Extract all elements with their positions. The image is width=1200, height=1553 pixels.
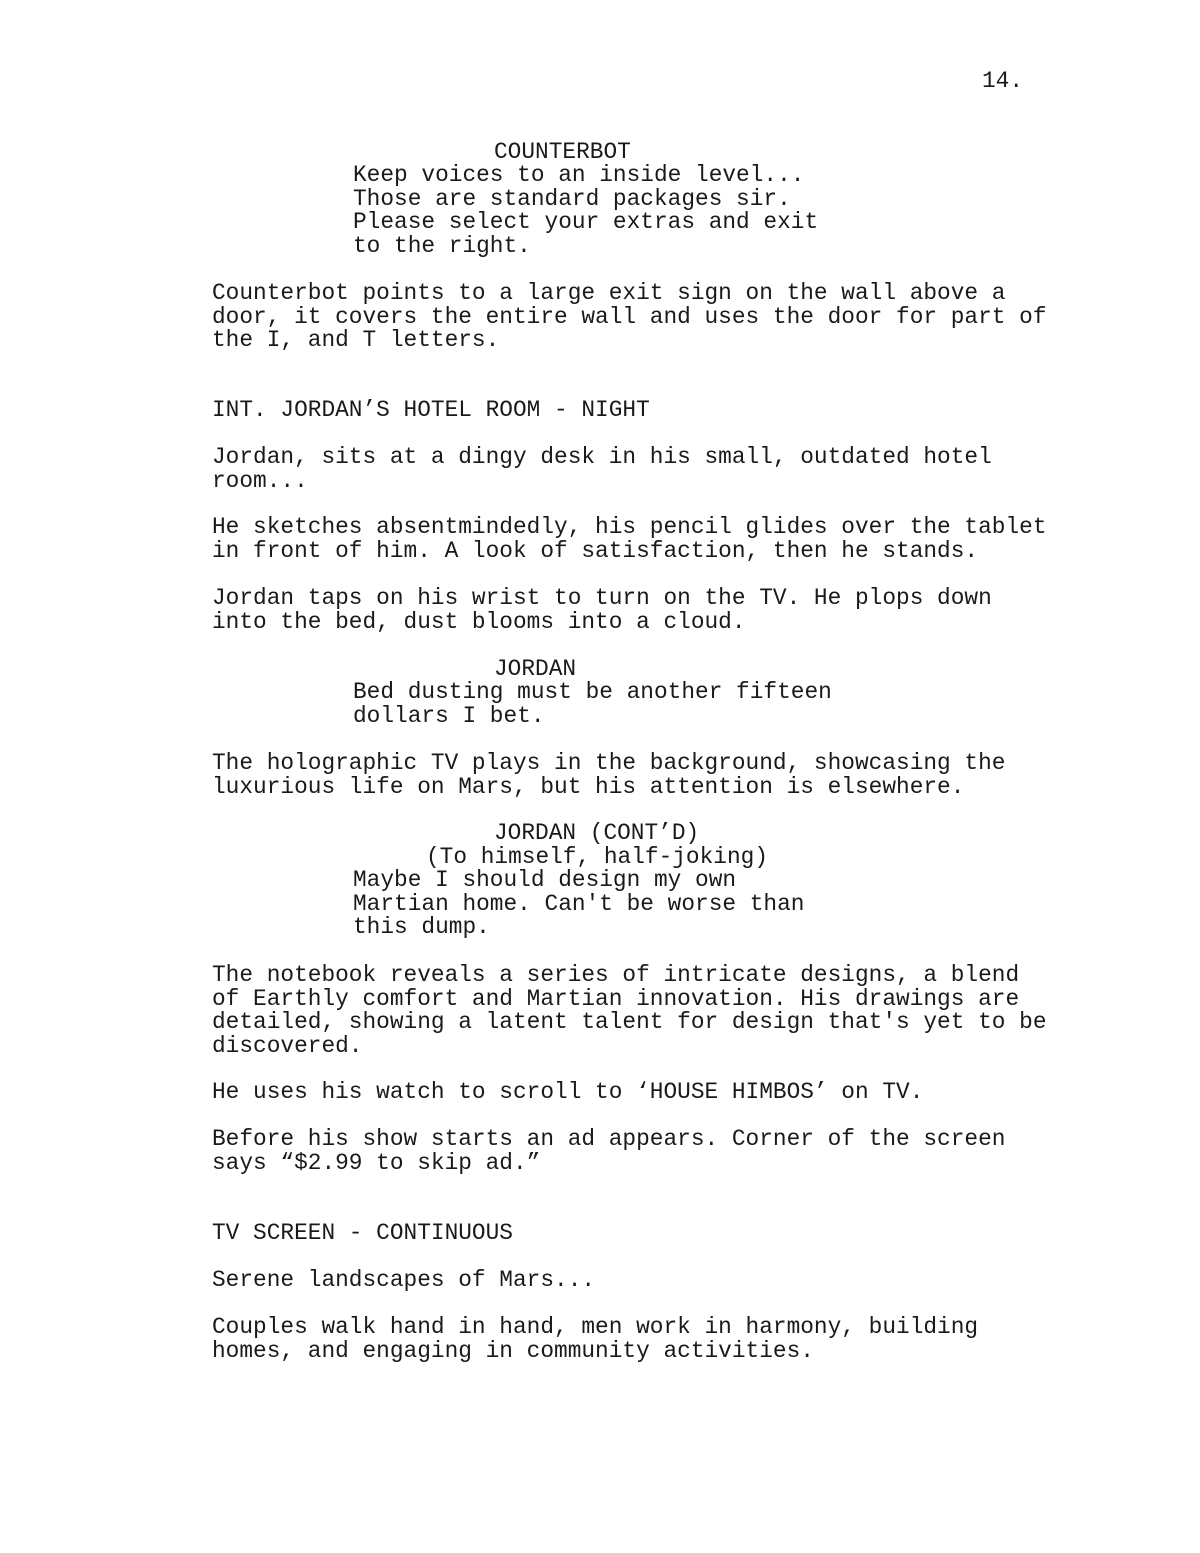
character-name: JORDAN (CONT’D)	[494, 820, 700, 846]
scene-heading: INT. JORDAN’S HOTEL ROOM - NIGHT	[212, 397, 650, 423]
action-line: Jordan taps on his wrist to turn on the TV. He plops down into the bed, dust blooms into a cloud.	[212, 585, 992, 635]
character-name: JORDAN	[494, 656, 577, 682]
page-number: 14.	[982, 68, 1024, 94]
parenthetical: (To himself, half-joking)	[426, 844, 769, 870]
action-line: Before his show starts an ad appears. Corner of the screen says “$2.99 to skip ad.”	[212, 1126, 1006, 1176]
character-name: COUNTERBOT	[494, 139, 631, 165]
action-line: Counterbot points to a large exit sign on the wall above a door, it covers the entire wall and uses the door for part of the I, and T letters.	[212, 280, 1047, 353]
action-line: Serene landscapes of Mars...	[212, 1267, 596, 1293]
action-line: He sketches absentmindedly, his pencil glides over the tablet in front of him. A look of satisfaction, then he stands.	[212, 514, 1047, 564]
action-line: Jordan, sits at a dingy desk in his small, outdated hotel room...	[212, 444, 992, 494]
action-line: The holographic TV plays in the background, showcasing the luxurious life on Mars, but his attention is elsewhere.	[212, 750, 1006, 800]
dialogue: Maybe I should design my own Martian home. Can't be worse than this dump.	[353, 867, 805, 940]
scene-heading: TV SCREEN - CONTINUOUS	[212, 1220, 513, 1246]
dialogue: Bed dusting must be another fifteen dollars I bet.	[353, 679, 832, 729]
action-line: He uses his watch to scroll to ‘HOUSE HIMBOS’ on TV.	[212, 1079, 924, 1105]
dialogue: Keep voices to an inside level... Those are standard packages sir. Please select your extras and exit to the right.	[353, 162, 819, 259]
action-line: The notebook reveals a series of intricate designs, a blend of Earthly comfort and Martian innovation. His drawings are detailed, showing a latent talent for design that's yet to be discovered.	[212, 962, 1047, 1059]
action-line: Couples walk hand in hand, men work in harmony, building homes, and engaging in community activities.	[212, 1314, 979, 1364]
